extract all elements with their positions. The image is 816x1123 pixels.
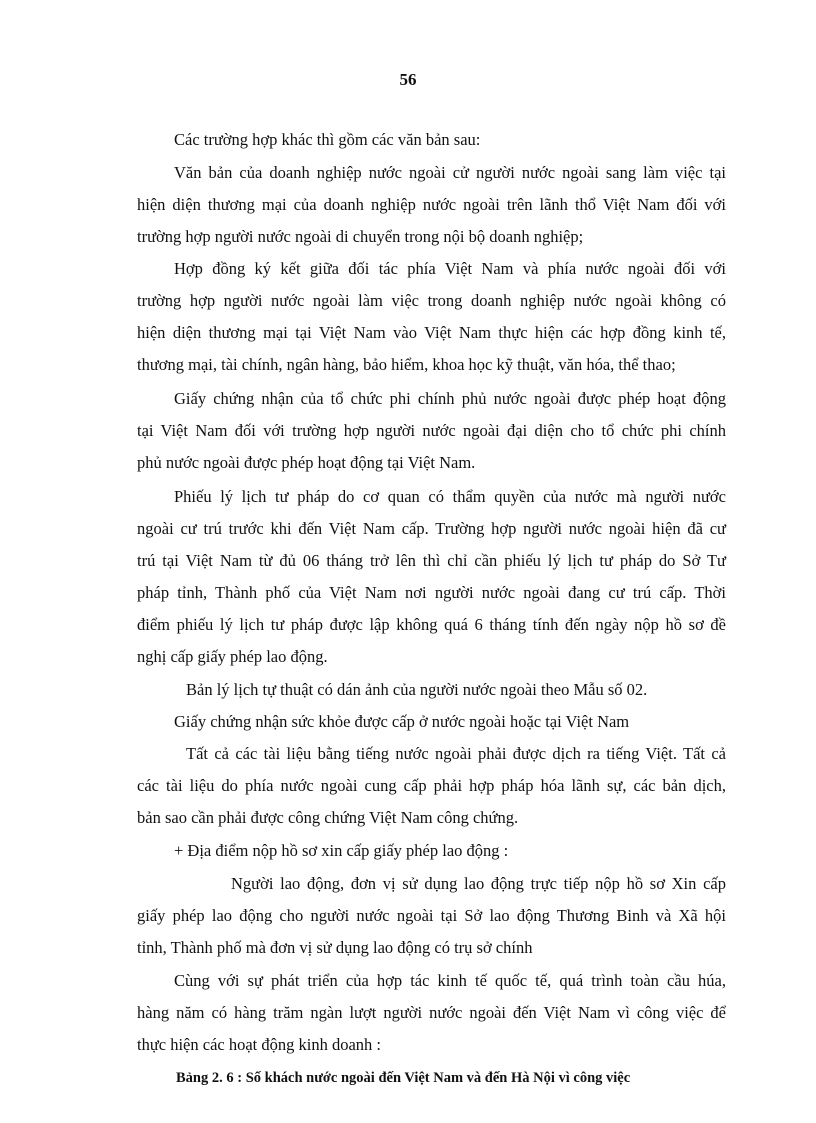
text-line: giấy phép lao động cho người nước ngoài tại Sở lao động Thương Binh và Xã hội bbox=[137, 906, 726, 925]
text-line: ngoài cư trú trước khi đến Việt Nam cấp. Trường hợp người nước ngoài hiện đã cư bbox=[137, 519, 726, 538]
text-line: điểm phiếu lý lịch tư pháp được lập không quá 6 tháng tính đến ngày nộp hồ sơ đề bbox=[137, 615, 726, 634]
text-line: Cùng với sự phát triển của hợp tác kinh tế quốc tế, quá trình toàn cầu húa, bbox=[174, 971, 726, 990]
text-line: pháp tỉnh, Thành phố của Việt Nam nơi người nước ngoài đang cư trú cấp. Thời bbox=[137, 583, 726, 602]
text-line: Hợp đồng ký kết giữa đối tác phía Việt Nam và phía nước ngoài đối với bbox=[174, 259, 726, 278]
text-line: Giấy chứng nhận của tổ chức phi chính phủ nước ngoài được phép hoạt động bbox=[174, 389, 726, 408]
text-line: tỉnh, Thành phố mà đơn vị sử dụng lao động có trụ sở chính bbox=[137, 938, 533, 957]
text-line: thương mại, tài chính, ngân hàng, bảo hiểm, khoa học kỹ thuật, văn hóa, thể thao; bbox=[137, 355, 676, 374]
text-line: bản sao cần phải được công chứng Việt Nam công chứng. bbox=[137, 808, 519, 827]
text-line: Văn bản của doanh nghiệp nước ngoài cử người nước ngoài sang làm việc tại bbox=[174, 163, 726, 182]
text-line: hiện diện thương mại tại Việt Nam vào Việt Nam thực hiện các hợp đồng kinh tế, bbox=[137, 323, 726, 342]
text-line: + Địa điểm nộp hồ sơ xin cấp giấy phép lao động : bbox=[174, 841, 509, 860]
text-line: tại Việt Nam đối với trường hợp người nước ngoài đại diện cho tổ chức phi chính bbox=[137, 421, 726, 440]
text-line: hiện diện thương mại của doanh nghiệp nước ngoài trên lãnh thổ Việt Nam đối với bbox=[137, 195, 726, 214]
text-line: trú tại Việt Nam từ đủ 06 tháng trở lên thì chỉ cần phiếu lý lịch tư pháp do Sở Tư bbox=[137, 551, 726, 570]
text-line: Tất cả các tài liệu bằng tiếng nước ngoài phải được dịch ra tiếng Việt. Tất cả bbox=[186, 744, 726, 763]
text-line: Phiếu lý lịch tư pháp do cơ quan có thẩm quyền của nước mà người nước bbox=[174, 487, 726, 506]
text-line: Các trường hợp khác thì gồm các văn bản sau: bbox=[174, 130, 481, 149]
text-line: Bản lý lịch tự thuật có dán ảnh của người nước ngoài theo Mẫu số 02. bbox=[186, 680, 648, 699]
page-number: 56 bbox=[399, 70, 417, 89]
text-line: các tài liệu do phía nước ngoài cung cấp phải hợp pháp hóa lãnh sự, các bản dịch, bbox=[137, 776, 726, 795]
text-line: trường hợp người nước ngoài di chuyển trong nội bộ doanh nghiệp; bbox=[137, 227, 584, 246]
text-line: thực hiện các hoạt động kinh doanh : bbox=[137, 1035, 382, 1054]
text-line: nghị cấp giấy phép lao động. bbox=[137, 647, 328, 666]
text-line: hàng năm có hàng trăm ngàn lượt người nước ngoài đến Việt Nam vì công việc để bbox=[137, 1003, 726, 1022]
table-caption: Bảng 2. 6 : Số khách nước ngoài đến Việt Nam và đến Hà Nội vì công việc bbox=[176, 1070, 631, 1086]
text-line: phủ nước ngoài được phép hoạt động tại Việt Nam. bbox=[137, 453, 476, 472]
text-line: trường hợp người nước ngoài làm việc trong doanh nghiệp nước ngoài không có bbox=[137, 291, 726, 310]
text-line: Giấy chứng nhận sức khỏe được cấp ở nước ngoài hoặc tại Việt Nam bbox=[174, 712, 630, 731]
text-line: Người lao động, đơn vị sử dụng lao động trực tiếp nộp hồ sơ Xin cấp bbox=[231, 874, 726, 893]
